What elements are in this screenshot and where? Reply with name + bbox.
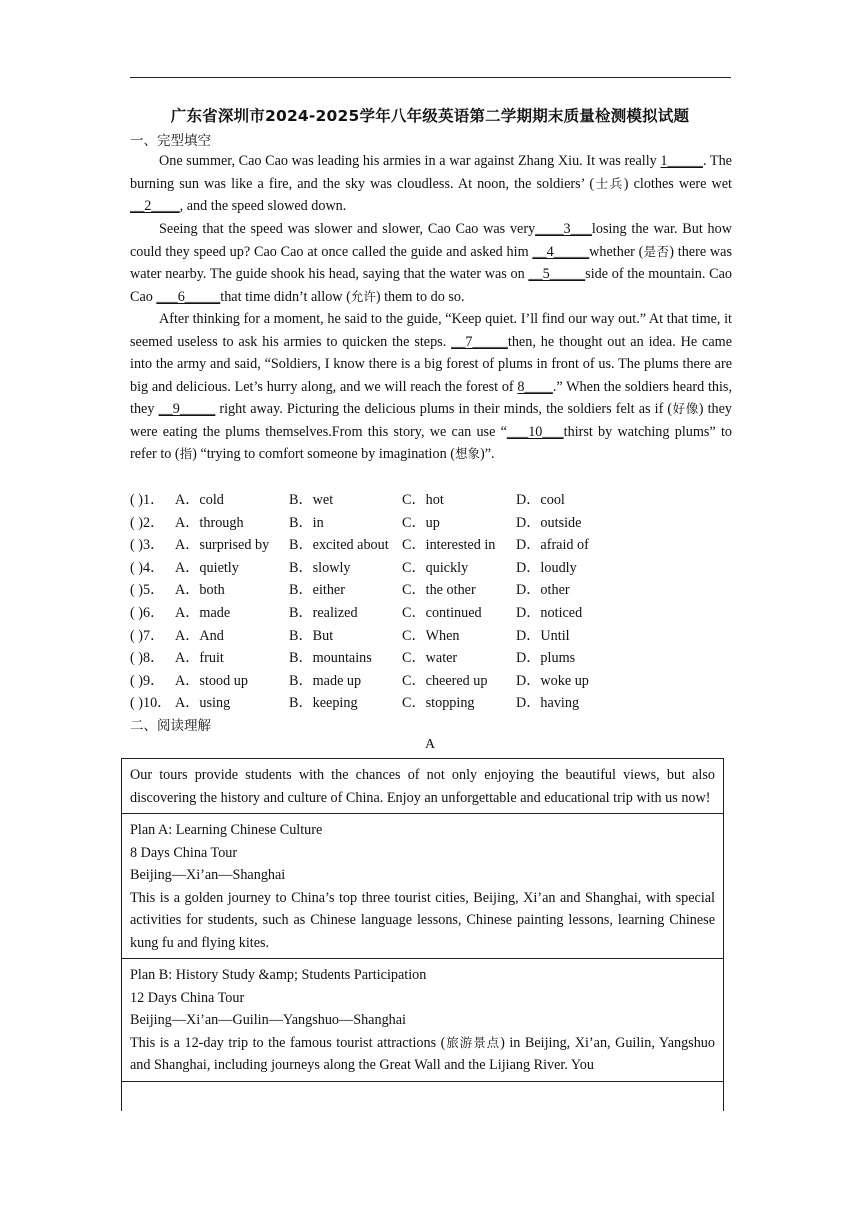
question-number: ( )10． xyxy=(130,695,172,712)
question-number: ( )5． xyxy=(130,582,165,599)
option-d: D．other xyxy=(516,582,570,599)
option-a: A．And xyxy=(175,627,224,644)
exam-title: 广东省深圳市2024-2025学年八年级英语第二学期期末质量检测模拟试题 xyxy=(170,107,690,125)
option-b: B．in xyxy=(289,514,324,531)
plan-b-title: Plan B: History Study &amp; Students Participation xyxy=(130,967,427,983)
option-b: B．wet xyxy=(289,492,334,508)
option-d: D．woke up xyxy=(516,672,589,689)
option-c: C．When xyxy=(402,627,460,644)
option-b: B．mountains xyxy=(289,650,372,667)
question-number: ( )2． xyxy=(130,514,165,531)
blank-10: ___10___ xyxy=(506,423,564,440)
option-c: C．water xyxy=(402,650,458,667)
tour-info-table xyxy=(121,758,724,1111)
answer-options xyxy=(130,489,750,715)
option-c: C．quickly xyxy=(402,559,469,576)
option-row xyxy=(130,557,750,580)
option-c: C．hot xyxy=(402,492,444,508)
question-number: ( )1． xyxy=(130,492,165,508)
plan-a-description: This is a golden journey to China’s top three tourist cities, Beijing, Xi’an and Shanghai, with special activities for students, such as Chinese language lessons, Chinese painting lessons, learning Chinese kung fu and flying kites. xyxy=(130,889,715,951)
header-rule xyxy=(130,77,731,78)
blank-4: __4_____ xyxy=(532,243,590,260)
option-row xyxy=(130,625,750,648)
cloze-paragraph-3: After thinking for a moment, he said to the guide, “Keep quiet. I’ll find our way out.” At that time, it seemed useless to ask his armies to quicken the steps. __7_____then, he thought out an idea. He came into the army and said, “Soldiers, I know there is a big forest of plums in front of us. The plums there are big and delicious. Let’s hurry along, and we will reach the forest of 8____.” When the soldiers heard this, they __9_____ right away. Picturing the delicious plums in their minds, the soldiers felt as if (好像) they were eating the plums themselves.From this story, we can use “___10___thirst by watching plums” to refer to (指) “trying to comfort someone by imagination (想象)”. xyxy=(130,311,733,462)
plan-a-duration: 8 Days China Tour xyxy=(130,844,238,861)
section-heading-cloze: 一、完型填空 xyxy=(130,133,211,149)
blank-6: ___6_____ xyxy=(156,288,221,305)
option-a: A．made xyxy=(175,604,231,621)
plan-b-route: Beijing—Xi’an—Guilin—Yangshuo—Shanghai xyxy=(130,1012,406,1028)
plan-a-route: Beijing—Xi’an—Shanghai xyxy=(130,867,286,883)
blank-5: __5_____ xyxy=(528,266,586,282)
blank-2: __2____ xyxy=(130,198,180,214)
option-row xyxy=(130,534,750,557)
plan-b-duration: 12 Days China Tour xyxy=(130,989,245,1006)
option-row xyxy=(130,647,750,670)
option-c: C．stopping xyxy=(402,695,475,712)
tour-intro: Our tours provide students with the chances of not only enjoying the beautiful views, but also discovering the history and culture of China. Enjoy an unforgettable and educational trip with us now! xyxy=(130,767,715,806)
plan-a-cell xyxy=(122,814,723,959)
option-row xyxy=(130,670,750,693)
option-a: A．using xyxy=(175,695,231,712)
question-number: ( )4． xyxy=(130,559,165,576)
blank-7: __7_____ xyxy=(451,333,508,350)
cloze-paragraph-2: Seeing that the speed was slower and slower, Cao Cao was very____3___losing the war. But how could they speed up? Cao Cao at once called the guide and asked him __4_____whether (是否) there was water nearby. The guide shook his head, saying that the water was on __5_____side of the mountain. Cao Cao ___6_____that time didn’t allow (允许) them to do so. xyxy=(130,221,732,305)
option-a: A．through xyxy=(175,514,244,531)
option-row xyxy=(130,692,750,715)
cloze-paragraph-1: One summer, Cao Cao was leading his armies in a war against Zhang Xiu. It was really 1_____. The burning sun was like a fire, and the sky was cloudless. At noon, the soldiers’ (士兵) clothes were wet __2____, and the speed slowed down. xyxy=(130,153,732,214)
blank-3: ____3___ xyxy=(535,221,592,237)
option-d: D．noticed xyxy=(516,604,583,621)
option-b: B．slowly xyxy=(289,559,351,576)
option-c: C．up xyxy=(402,514,440,531)
section-heading-reading: 二、阅读理解 xyxy=(130,718,211,734)
blank-1: 1_____ xyxy=(660,153,703,169)
option-a: A．surprised by xyxy=(175,537,270,554)
option-row xyxy=(130,489,750,512)
option-d: D．afraid of xyxy=(516,537,589,554)
plan-b-cell xyxy=(122,959,723,1082)
option-b: B．But xyxy=(289,627,334,644)
option-a: A．stood up xyxy=(175,672,248,689)
option-d: D．plums xyxy=(516,650,576,667)
question-number: ( )8． xyxy=(130,650,165,667)
option-d: D．loudly xyxy=(516,559,577,576)
option-d: D．having xyxy=(516,695,580,712)
option-c: C．the other xyxy=(402,582,476,599)
option-a: A．both xyxy=(175,582,225,599)
option-c: C．cheered up xyxy=(402,672,488,689)
option-b: B．excited about xyxy=(289,537,389,554)
passage-label: A xyxy=(424,737,436,752)
option-row xyxy=(130,602,750,625)
option-row xyxy=(130,579,750,602)
option-a: A．cold xyxy=(175,492,224,508)
question-number: ( )7． xyxy=(130,627,165,644)
plan-b-description: This is a 12-day trip to the famous tourist attractions (旅游景点) in Beijing, Xi’an, Guilin, Yangshuo and Shanghai, including journeys along the Great Wall and the Lijiang River. You xyxy=(130,1034,715,1073)
question-number: ( )6． xyxy=(130,604,165,621)
option-d: D．Until xyxy=(516,627,570,644)
question-number: ( )3． xyxy=(130,537,165,554)
blank-8: 8____ xyxy=(517,378,553,395)
blank-9: __9_____ xyxy=(158,401,216,417)
option-c: C．continued xyxy=(402,604,482,621)
option-d: D．outside xyxy=(516,514,582,531)
option-a: A．quietly xyxy=(175,559,239,576)
option-b: B．made up xyxy=(289,672,362,689)
tour-intro-cell xyxy=(122,759,723,814)
option-a: A．fruit xyxy=(175,650,224,667)
option-row xyxy=(130,512,750,535)
option-c: C．interested in xyxy=(402,537,496,554)
plan-a-title: Plan A: Learning Chinese Culture xyxy=(130,822,323,838)
option-b: B．keeping xyxy=(289,695,358,712)
question-number: ( )9． xyxy=(130,672,165,689)
option-d: D．cool xyxy=(516,492,565,508)
option-b: B．either xyxy=(289,582,345,599)
option-b: B．realized xyxy=(289,604,358,621)
